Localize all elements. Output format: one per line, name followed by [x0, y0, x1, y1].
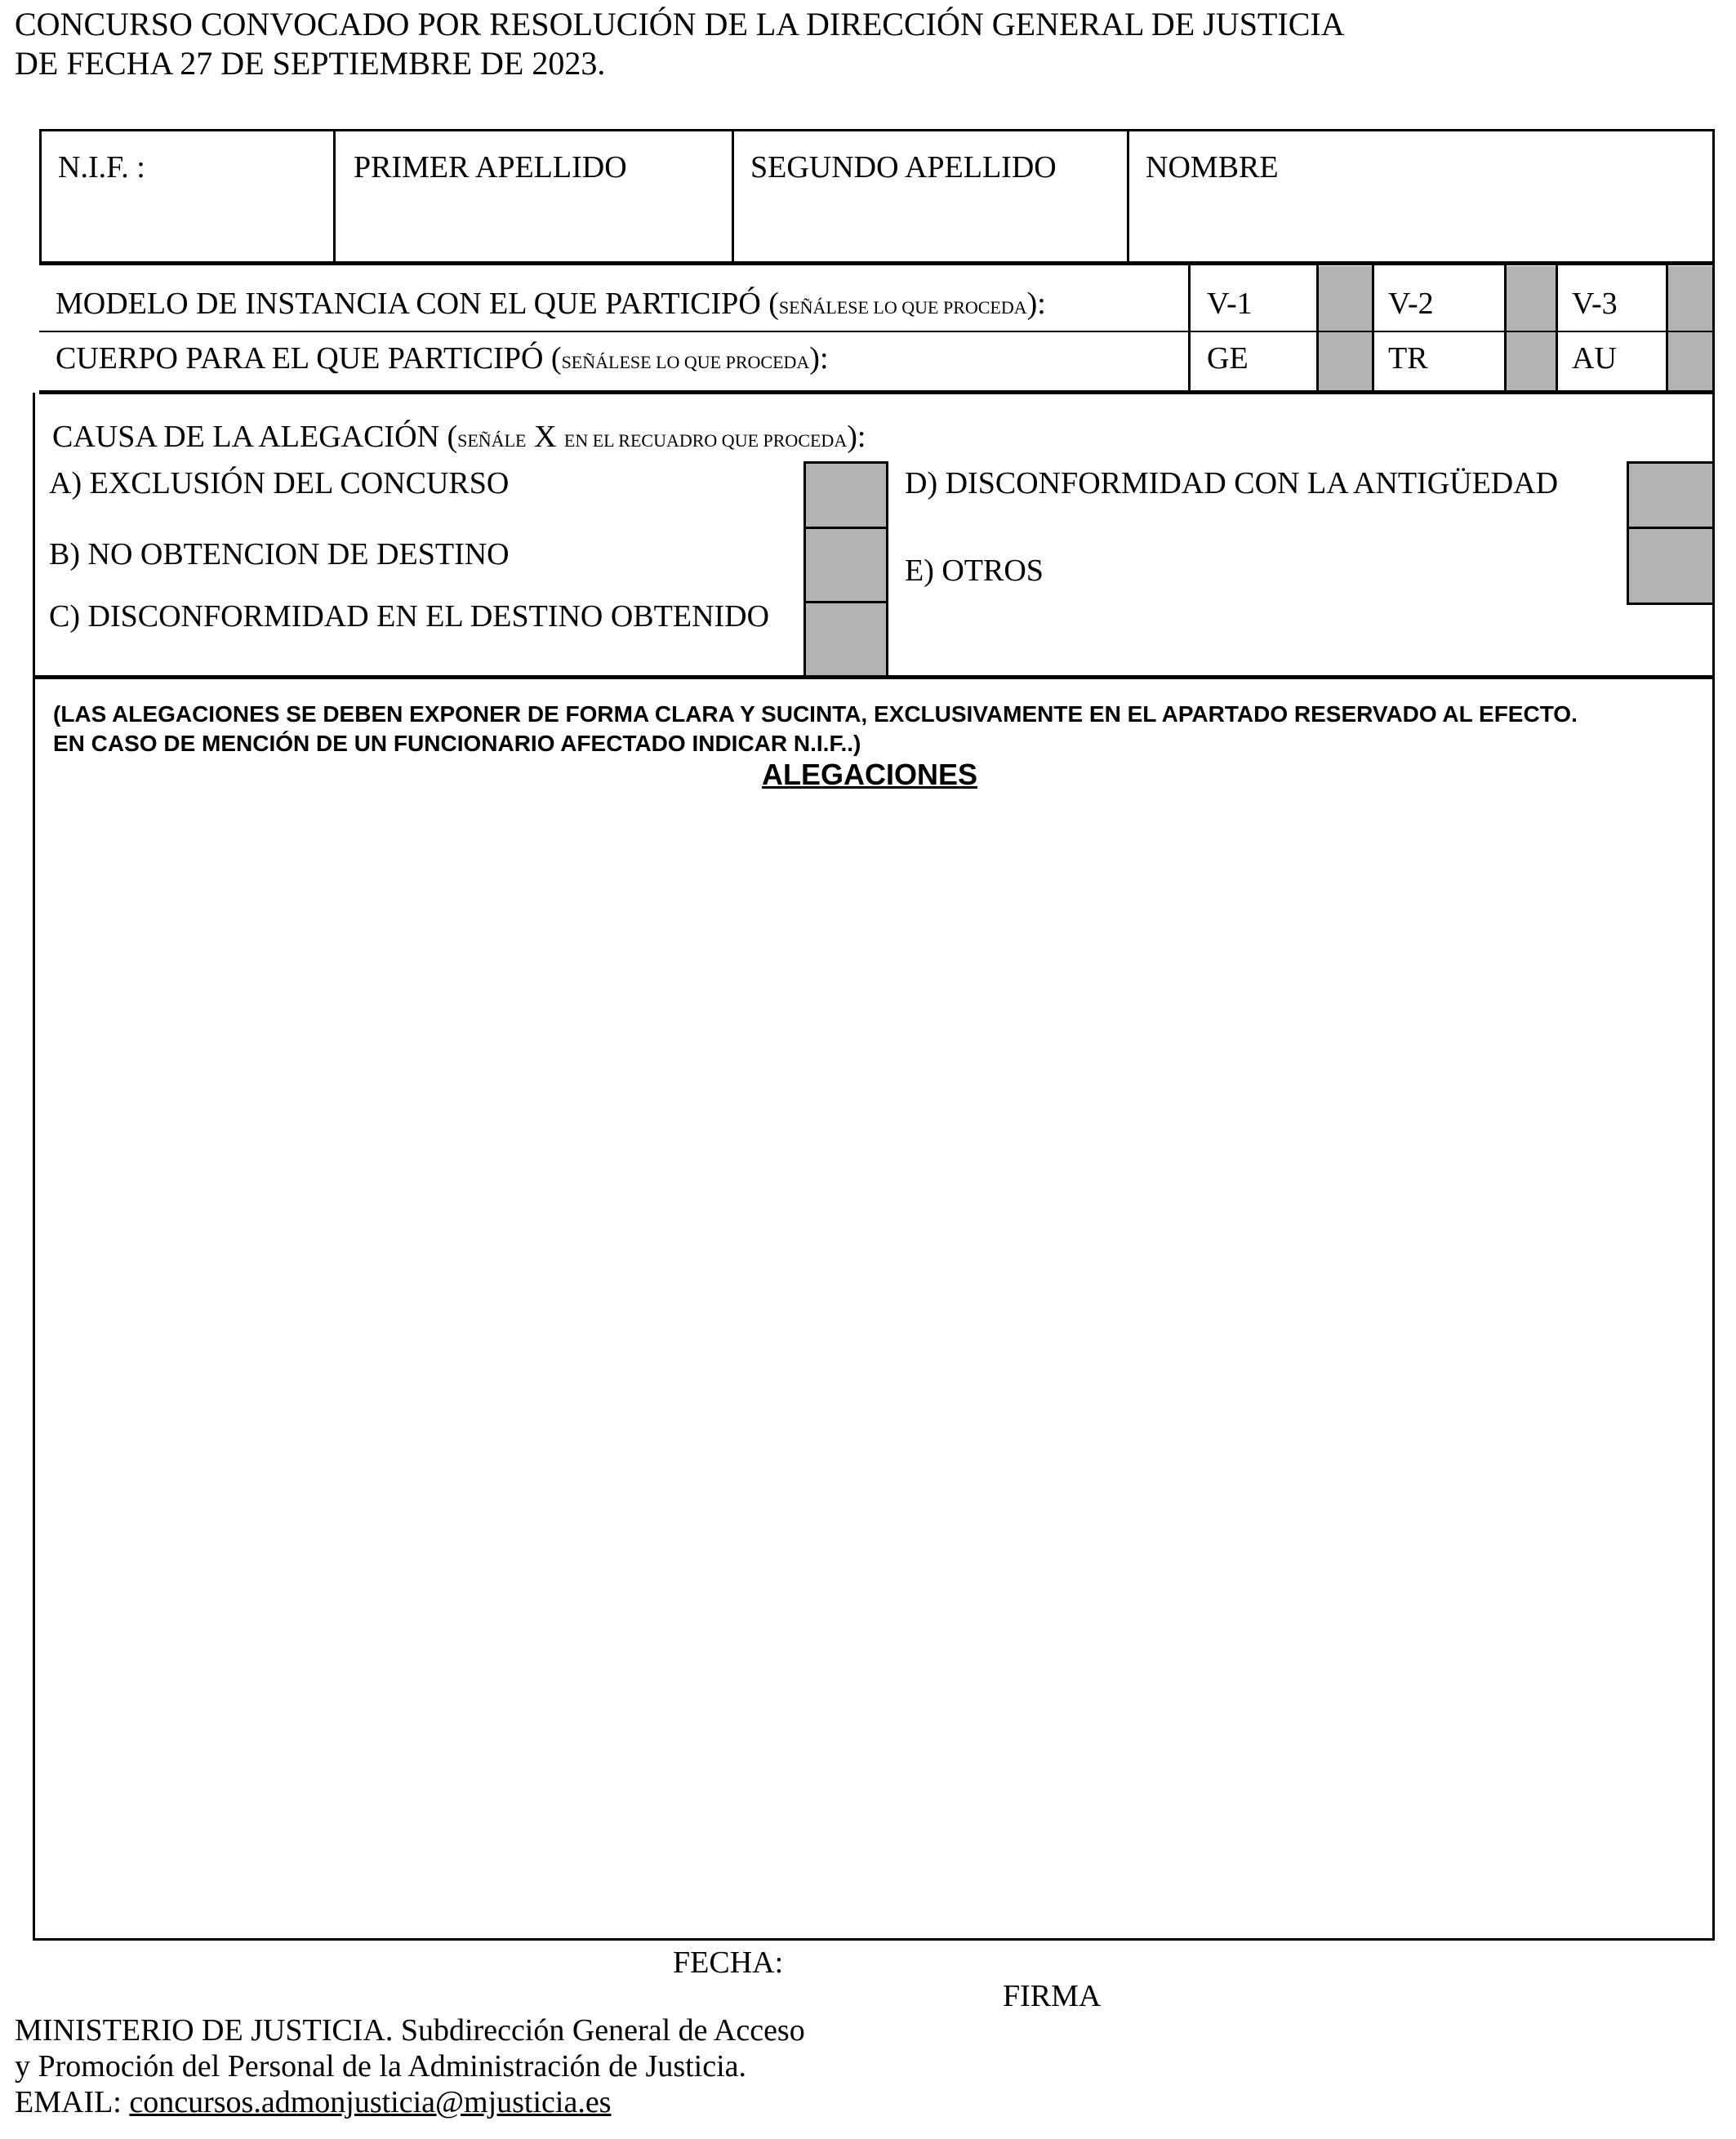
firma-label: FIRMA: [1003, 1979, 1102, 2013]
cuerpo-option-tr-label: TR: [1388, 341, 1428, 376]
modelo-v3-checkbox[interactable]: [1668, 266, 1712, 331]
email-link[interactable]: concursos.admonjusticia@mjusticia.es: [129, 2085, 612, 2119]
nif-label: N.I.F. :: [58, 150, 145, 185]
segundo-apellido-label: SEGUNDO APELLIDO: [750, 150, 1057, 185]
causa-label: CAUSA DE LA ALEGACIÓN (SEÑÁLE X EN EL RECUADRO QUE PROCEDA):: [52, 420, 866, 454]
modelo-option-v3-label: V-3: [1572, 287, 1618, 321]
segundo-apellido-field[interactable]: [734, 131, 1127, 261]
alegaciones-box[interactable]: [33, 675, 1715, 1941]
cuerpo-option-ge-label: GE: [1207, 341, 1249, 376]
causa-option-a: A) EXCLUSIÓN DEL CONCURSO: [49, 466, 510, 500]
alegaciones-instructions-line-2: EN CASO DE MENCIÓN DE UN FUNCIONARIO AFECTADO INDICAR N.I.F..): [53, 731, 861, 756]
cuerpo-label: CUERPO PARA EL QUE PARTICIPÓ (SEÑÁLESE LO QUE PROCEDA):: [56, 341, 829, 376]
causa-e-checkbox[interactable]: [1629, 529, 1712, 603]
modelo-v2-checkbox[interactable]: [1507, 266, 1556, 331]
causa-option-e: E) OTROS: [905, 554, 1044, 588]
cuerpo-ge-checkbox[interactable]: [1319, 332, 1372, 390]
primer-apellido-field[interactable]: [336, 131, 732, 261]
footer-line-2: y Promoción del Personal de la Administración de Justicia.: [15, 2049, 747, 2083]
convocatoria-title-line-2: DE FECHA 27 DE SEPTIEMBRE DE 2023.: [15, 45, 606, 82]
causa-b-checkbox[interactable]: [806, 529, 886, 601]
convocatoria-title-line-1: CONCURSO CONVOCADO POR RESOLUCIÓN DE LA DIRECCIÓN GENERAL DE JUSTICIA: [15, 6, 1345, 42]
modelo-option-v2-label: V-2: [1388, 287, 1434, 321]
causa-c-checkbox[interactable]: [806, 603, 886, 675]
causa-a-checkbox[interactable]: [806, 464, 886, 527]
causa-option-c: C) DISCONFORMIDAD EN EL DESTINO OBTENIDO: [49, 599, 770, 634]
nif-field[interactable]: [42, 131, 333, 261]
cuerpo-au-checkbox[interactable]: [1668, 332, 1712, 390]
causa-d-checkbox[interactable]: [1629, 464, 1712, 527]
cuerpo-tr-checkbox[interactable]: [1507, 332, 1556, 390]
primer-apellido-label: PRIMER APELLIDO: [354, 150, 627, 185]
causa-option-d: D) DISCONFORMIDAD CON LA ANTIGÜEDAD: [905, 466, 1559, 500]
causa-option-b: B) NO OBTENCION DE DESTINO: [49, 537, 510, 571]
alegaciones-instructions-line-1: (LAS ALEGACIONES SE DEBEN EXPONER DE FORMA CLARA Y SUCINTA, EXCLUSIVAMENTE EN EL APARTADO RESERVADO AL EFECTO.: [53, 701, 1578, 727]
modelo-option-v1-label: V-1: [1207, 287, 1253, 321]
modelo-v1-checkbox[interactable]: [1319, 266, 1372, 331]
fecha-label: FECHA:: [673, 1946, 784, 1980]
email-label: EMAIL:: [15, 2085, 130, 2119]
alegaciones-title: ALEGACIONES: [762, 758, 978, 791]
footer-email-line: [15, 2087, 611, 2118]
nombre-field[interactable]: [1129, 131, 1712, 261]
modelo-instancia-label: MODELO DE INSTANCIA CON EL QUE PARTICIPÓ (SEÑÁLESE LO QUE PROCEDA):: [56, 287, 1046, 321]
nombre-label: NOMBRE: [1146, 150, 1279, 185]
cuerpo-option-au-label: AU: [1572, 341, 1617, 376]
footer-line-1: MINISTERIO DE JUSTICIA. Subdirección General de Acceso: [15, 2013, 805, 2048]
